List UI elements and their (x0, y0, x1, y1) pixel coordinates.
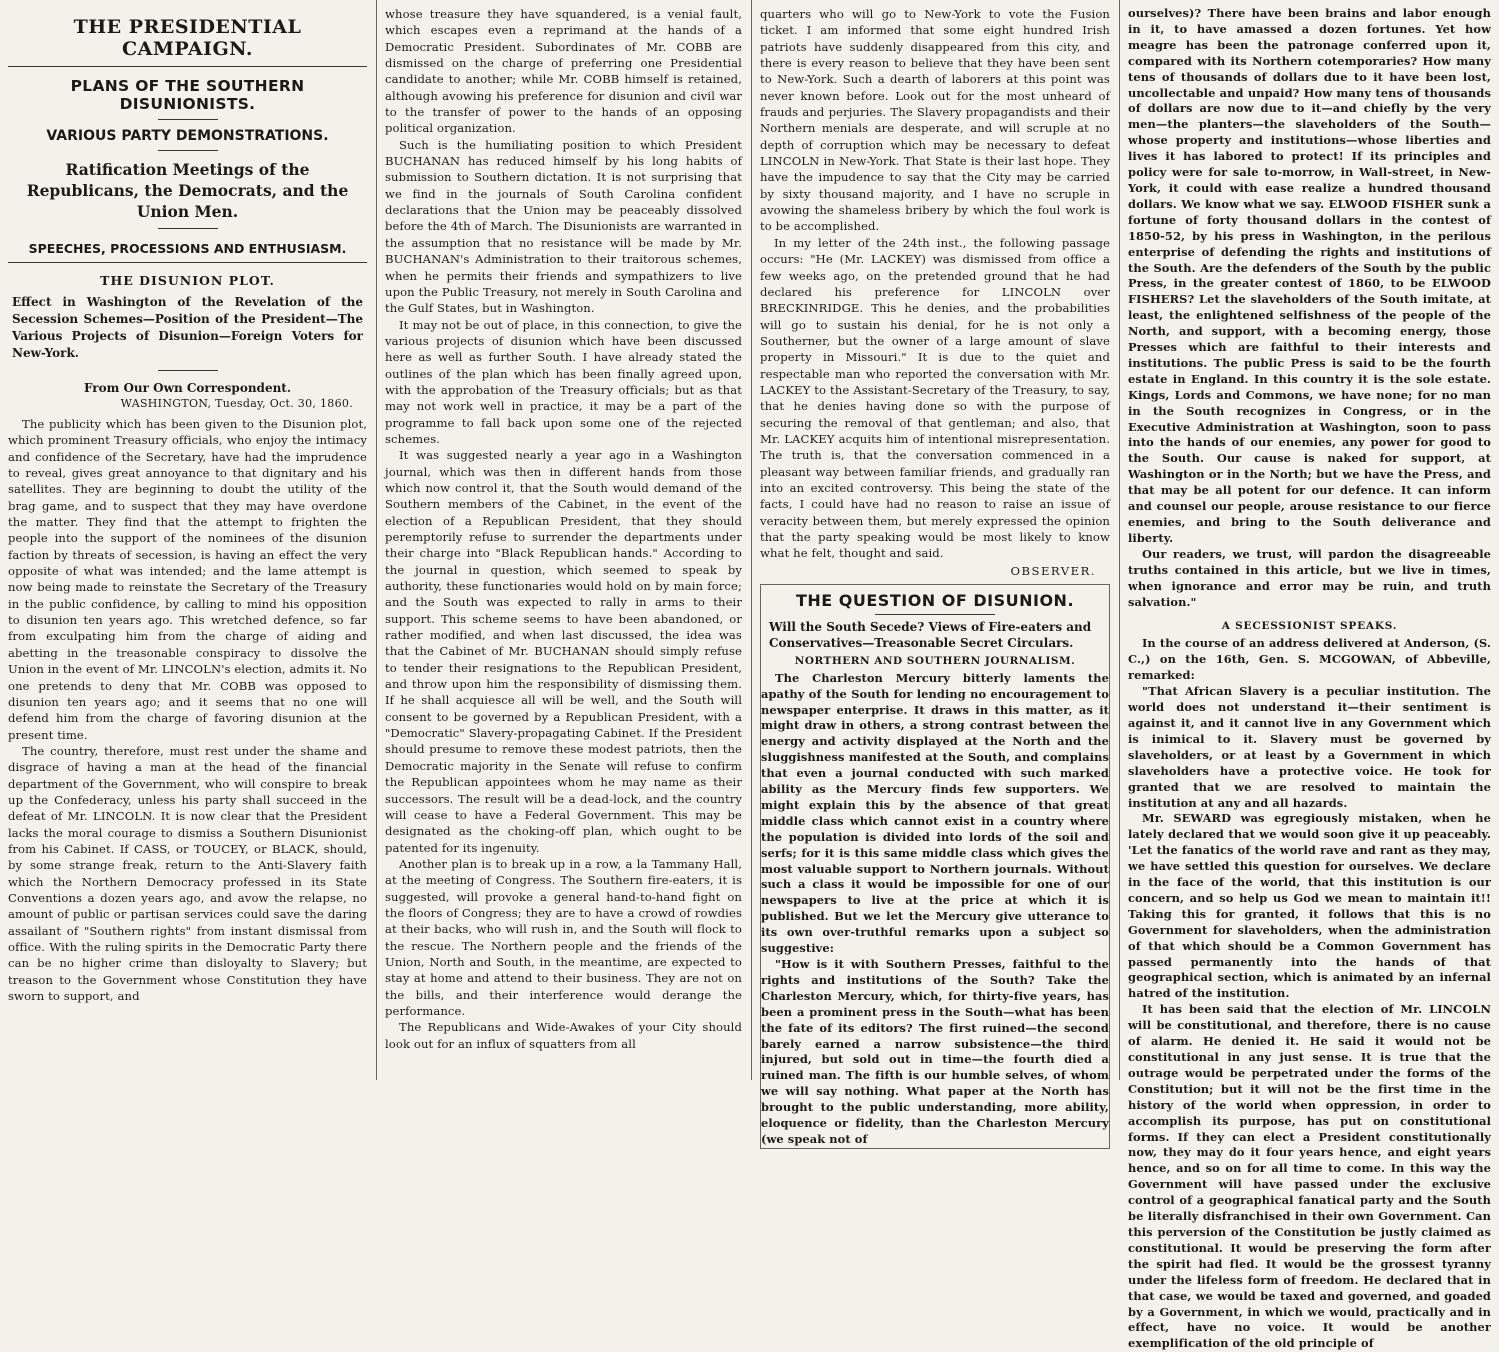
divider (8, 262, 367, 263)
article-paragraph: In the course of an address delivered at Anderson, (S. C.,) on the 16th, Gen. S. MCGOWAN, of Abbeville, remarked: (1128, 636, 1491, 683)
divider (875, 614, 995, 615)
article-deck: Will the South Secede? Views of Fire-eaters and Conservatives—Treasonable Secret Circulars. (769, 619, 1092, 650)
article-paragraph: Our readers, we trust, will pardon the disagreeable truths contained in this article, but we live in times, when ignorance and error may be ruin, and truth salvation." (1128, 546, 1491, 609)
subhead-ratification-meetings: Ratification Meetings of the Republicans, the Democrats, and the Union Men. (26, 160, 349, 221)
subhead-party-demonstrations: VARIOUS PARTY DEMONSTRATIONS. (46, 128, 329, 144)
article-paragraph: ourselves)? There have been brains and labor enough in it, to have amassed a dozen fortunes. Yet how meagre has been the patronage conferred upon it, compared with its Northern cotemporaries? How many tens of thousands of dollars due to it have been lost, uncollectable and unpaid? How many tens of thousands of dollars are now due to it—and chiefly by the very men—the planters—the slaveholders of the South—whose property and institutions—whose liberties and lives it has labored to protect! If its principles and policy were for sale to-morrow, in Wall-street, in New-York, it could with ease realize a hundred thousand dollars. We know what we say. ELWOOD FISHER sunk a fortune of forty thousand dollars in the contest of 1850-52, by his press in Washington, in the perilous enterprise of defending the rights and institutions of the South. Are the defenders of the South by the public Press, in the greater contest of 1860, to be ELWOOD FISHERS? Let the slaveholders of the South imitate, at least, the enlightened selfishness of the people of the North, and support, with a becoming energy, those Presses which are faithful to their interests and institutions. The public Press is said to be the fourth estate in England. In this country it is the sole estate. Kings, Lords and Commons, we have none; for no man in the South recognizes in Congress, or in the Executive Administration at Washington, soon to pass into the hands of our enemies, any power for good to the South. Our cause is naked for support, at Washington or in the North; but we have the Press, and that may be all potent for our defence. It can inform and counsel our people, arouse resistance to our fierce enemies, and bring to the South deliverance and liberty. (1128, 6, 1491, 545)
divider (158, 228, 218, 229)
divider (158, 370, 218, 371)
article-paragraph: It was suggested nearly a year ago in a Washington journal, which was then in different hands from those which now control it, that the South would demand of the Southern members of the Cabinet, in the event of the election of a Republican President, that they should peremptorily refuse to surrender the departments under their charge into "Black Republican hands." According to the journal in question, which seemed to speak by authority, these functionaries would hold on by main force; and the South was expected to rally in arms to their support. This scheme seems to have been abandoned, or rather modified, and when last discussed, the idea was that the Cabinet of Mr. BUCHANAN should simply refuse to tender their resignations to the Republican President, and throw upon him the responsibility of dismissing them. If he shall acquiesce all will be well, and the South will consent to be governed by a Republican President, with a "Democratic" Slavery-propagating Cabinet. If the President should presume to remove these modest patriots, then the Democratic majority in the Senate will refuse to confirm the Republican appointees whom he may name as their successors. The result will be a dead-lock, and the country will cease to have a Federal Government. This may be designated as the choking-off plan, which ought to be patented for its ingenuity. (385, 448, 742, 855)
headline-presidential-campaign: THE PRESIDENTIAL CAMPAIGN. (73, 16, 302, 60)
article-paragraph: In my letter of the 24th inst., the following passage occurs: "He (Mr. LACKEY) was dismissed from office a few weeks ago, on the pretended ground that he had declared his preference for LINCOLN over BRECKINRIDGE. This he denies, and the probabilities will go to sustain his denial, for he is not only a Southerner, but the owner of a large amount of slave property in Missouri." It is due to the quiet and respectable man who reported the conversation with Mr. LACKEY to the Assistant-Secretary of the Treasury, to say, that he denies having done so with the purpose of securing the removal of that gentleman; and also, that Mr. LACKEY acquits him of intentional misrepresentation. The truth is, that the conversation commenced in a pleasant way between familiar friends, and gradually ran into an excited controversy. This being the state of the facts, I could have had no reason to raise an issue of veracity between them, but merely expressed the opinion that the party speaking would be most likely to know what he felt, thought and said. (760, 235, 1110, 561)
article-paragraph: "How is it with Southern Presses, faithful to the rights and institutions of the South? Take the Charleston Mercury, which, for thirty-five years, has been a prominent press in the South—what has been the fate of its editors? The first ruined—the second barely earned a narrow subsistence—the third injured, but sold out in time—the fourth died a ruined man. The fifth is our humble selves, of whom we will say nothing. What paper at the North has brought to the public understanding, more ability, eloquence or fidelity, than the Charleston Mercury (we speak not of (761, 957, 1109, 1146)
subhead-disunion-plot: THE DISUNION PLOT. (100, 273, 275, 288)
headline-question-of-disunion: THE QUESTION OF DISUNION. (795, 590, 1075, 610)
article-paragraph: whose treasure they have squandered, is a venial fault, which escapes even a reprimand at the hands of a Democratic President. Subordinates of Mr. COBB are dismissed on the charge of preferring one Presidential candidate to another; while Mr. COBB himself is retained, although avowing his preference for disunion and civil war to the transfer of power to the hands of an opposing political organization. (385, 7, 742, 136)
question-of-disunion-box (760, 584, 1110, 1149)
column-2 (377, 0, 750, 1080)
article-paragraph: The publicity which has been given to the Disunion plot, which prominent Treasury officials, who enjoy the intimacy and confidence of the Secretary, have had the imprudence to reveal, gives great annoyance to that dignitary and his satellites. They are beginning to doubt the utility of the brag game, and to suspect that they may have overdone the matter. They find that the attempt to frighten the people into the support of the nominees of the disunion faction by threats of secession, is having an effect the very opposite of what was intended; and the lame attempt is now being made to reinstate the Secretary of the Treasury in the public confidence, by calling to mind his opposition to disunion ten years ago. This wretched defence, so far from exculpating him from the charge of aiding and abetting in the treasonable conspiracy to dissolve the Union in the event of Mr. LINCOLN's election, admits it. No one pretends to deny that Mr. COBB was opposed to disunion ten years ago; and it seems that no one will defend him from the charge of favoring disunion at the present time. (8, 417, 367, 742)
article-paragraph: It has been said that the election of Mr. LINCOLN will be constitutional, and therefore, there is no cause of alarm. He denied it. He said it would not be constitutional in any just sense. It is true that the outrage would be perpetrated under the forms of the Constitution; but it will not be the first time in the history of the world when oppression, in order to accomplish its purpose, has put on constitutional forms. If they can elect a President constitutionally now, they may do it four years hence, and eight years hence, and so on for all time to come. In this way the Government will have passed under the exclusive control of a geographical fanatical party and the South be literally disfranchised in their own Government. Can this perversion of the Constitution be justly claimed as constitutional. It would be preserving the form after the spirit had fled. It would be the grossest tyranny under the lifeless form of freedom. He declared that in that case, we would be taxed and governed, and goaded by a Government, in which we would, practically and in effect, have no voice. It would be another exemplification of the old principle of (1128, 1002, 1491, 1351)
divider (158, 150, 218, 151)
article-paragraph: The Charleston Mercury bitterly laments the apathy of the South for lending no encouragement to newspaper enterprise. It draws in this matter, as it might draw in others, a strong contrast between the energy and activity displayed at the North and the sluggishness manifested at the South, and complains that even a journal conducted with such marked ability as the Mercury finds few supporters. We might explain this by the absence of that great middle class which cannot exist in a country where the population is divided into lords of the soil and serfs; for it is this same middle class which gives the most valuable support to Northern journals. Without such a class it would be impossible for one of our newspapers to live at the price at which it is published. But we let the Mercury give utterance to its own over-truthful remarks upon a subject so suggestive: (761, 670, 1109, 956)
column-3 (752, 0, 1118, 1146)
dateline: WASHINGTON, Tuesday, Oct. 30, 1860. (120, 397, 353, 410)
column-4 (1120, 0, 1499, 1351)
divider (8, 66, 367, 67)
article-paragraph: Mr. SEWARD was egregiously mistaken, when he lately declared that we would soon give it up peaceably. 'Let the fanatics of the world rave and rant as they may, we have settled this question for ourselves. We declare in the face of the world, that this institution is our concern, and so help us God we mean to maintain it!! Taking this for granted, it follows that this is no Government for slaveholders, when the administration of that which should be a Common Government has passed permanently into the hands of that geographical section, which is animated by an infernal hatred of the institution. (1128, 811, 1491, 1001)
subhead-southern-disunionists: PLANS OF THE SOUTHERN DISUNIONISTS. (70, 77, 305, 113)
subhead-journalism: NORTHERN AND SOUTHERN JOURNALISM. (794, 654, 1076, 667)
article-paragraph: The Republicans and Wide-Awakes of your City should look out for an influx of squatters from all (385, 1020, 742, 1051)
subhead-speeches: SPEECHES, PROCESSIONS AND ENTHUSIASM. (28, 241, 347, 256)
subhead-secessionist-speaks: A SECESSIONIST SPEAKS. (1221, 620, 1398, 633)
article-paragraph: Another plan is to break up in a row, a la Tammany Hall, at the meeting of Congress. The Southern fire-eaters, it is suggested, will provoke a general hand-to-hand fight on the floors of Congress; they are to have a crowd of rowdies at their backs, who will rush in, and the South will flock to the rescue. The Northern people and the friends of the Union, North and South, in the meantime, are expected to stay at home and attend to their business. They are not on the bills, and their interference would derange the performance. (385, 856, 742, 1018)
article-paragraph: It may not be out of place, in this connection, to give the various projects of disunion which have been discussed here as well as further South. I have already stated the outlines of the plan which has been finally agreed upon, with the approbation of the Treasury officials; but as that may not work well in practice, it may be a part of the programme to fall back upon some one of the rejected schemes. (385, 317, 742, 446)
article-paragraph: quarters who will go to New-York to vote the Fusion ticket. I am informed that some eight hundred Irish patriots have suddenly disappeared from this city, and there is every reason to believe that they have been sent to New-York. Such a dearth of laborers at this point was never known before. Look out for the most unheard of frauds and perjuries. The Slavery propagandists and their Northern menials are desperate, and will scruple at no depth of corruption which may be necessary to defeat LINCOLN in New-York. That State is their last hope. They have the impudence to say that the City may be carried by sixty thousand majority, and I have no scruple in avowing the shameless bribery by which the foul work is to be accomplished. (760, 7, 1110, 234)
article-paragraph: "That African Slavery is a peculiar institution. The world does not understand it—their sentiment is against it, and it cannot live in any Government which is inimical to it. Slavery must be governed by slaveholders, or at least by a Government in which slaveholders have a protective voice. He took for granted that we are resolved to maintain the institution at any and all hazards. (1128, 684, 1491, 810)
article-paragraph: The country, therefore, must rest under the shame and disgrace of having a man at the head of the financial department of the Government, who will conspire to break up the Confederacy, unless his party shall succeed in the defeat of Mr. LINCOLN. It is now clear that the President lacks the moral courage to dismiss a Southern Disunionist from his Cabinet. If CASS, or TOUCEY, or BLACK, should, by some strange freak, return to the Anti-Slavery faith which the Northern Democracy professed in its State Conventions a dozen years ago, and avow the relapse, no amount of public or partisan services could save the daring assailant of "Southern rights" from instant dismissal from office. With the ruling spirits in the Democratic Party there can be no higher crime than disloyalty to Slavery; but treason to the Government whose Constitution they have sworn to support, and (8, 743, 367, 1004)
column-1 (0, 0, 375, 1080)
article-deck: Effect in Washington of the Revelation of the Secession Schemes—Position of the President—The Various Projects of Disunion—Foreign Voters for New-York. (12, 295, 363, 360)
correspondent-line: From Our Own Correspondent. (83, 381, 292, 395)
article-paragraph: Such is the humiliating position to which President BUCHANAN has reduced himself by his long habits of submission to Southern dictation. It is not surprising that we find in the journals of South Carolina confident declarations that the Union may be peaceably dissolved before the 4th of March. The Disunionists are warranted in the assumption that no resistance will be made by Mr. BUCHANAN's Administration to their traitorous schemes, when he permits their friends and sympathizers to live upon the Public Treasury, not merely in South Carolina and the Gulf States, but in Washington. (385, 137, 742, 316)
signature-observer: OBSERVER. (1010, 563, 1096, 578)
divider (158, 119, 218, 120)
